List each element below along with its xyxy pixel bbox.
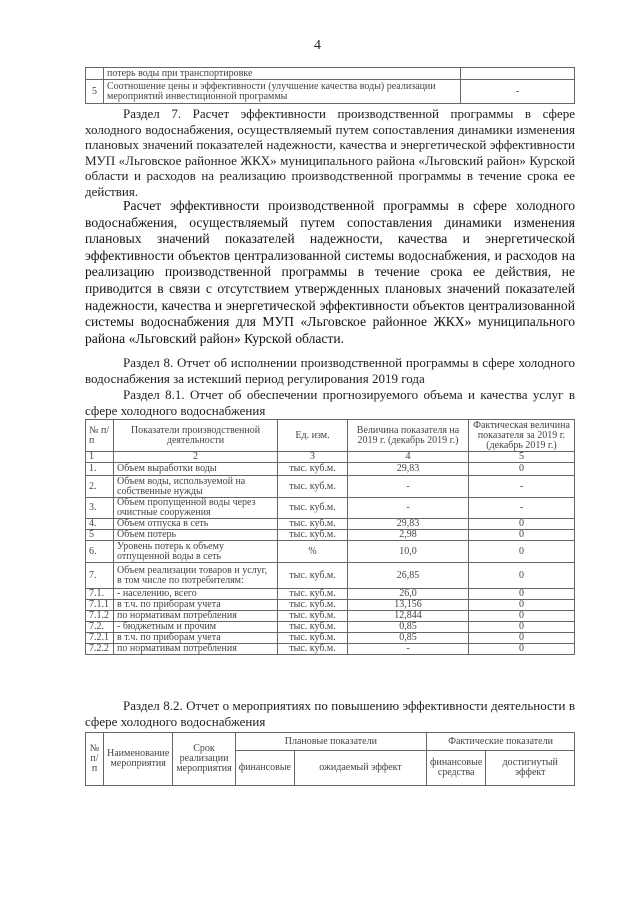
actual-value: 0: [469, 563, 575, 589]
column-number-row: 1 2 3 4 5: [86, 452, 575, 463]
measures-table: [85, 732, 575, 786]
section-7-text: Расчет эффективности производственной программы в сфере холодного водоснабжения, осуществляемый путем сопоставления динамики изменения плановых значений показателей надежности, качества и энергетической эффективности объектов централизованной системы водоснабжения, и расходов на реализацию производственной программы в течение срока ее действия, не приводится в связи с отсутствием утвержденных плановых значений показателей надежности, качества и энергетической эффективности объектов централизованной системы водоснабжения для МУП «Льговское районное ЖКХ» муниципального района «Льговский район» Курской области.: [85, 198, 575, 346]
unit: тыс. куб.м.: [278, 644, 348, 655]
planned-value: 12,844: [348, 611, 469, 622]
indicator-name: - населению, всего: [114, 589, 278, 600]
row-number: 7.2.: [86, 622, 114, 633]
indicator-name: Объем отпуска в сеть: [114, 519, 278, 530]
indicator-name: в т.ч. по приборам учета: [114, 600, 278, 611]
row-number: 7.1.1: [86, 600, 114, 611]
table-row: [86, 530, 575, 541]
planned-value: 29,83: [348, 463, 469, 476]
indicator-name: в т.ч. по приборам учета: [114, 633, 278, 644]
planned-value: 26,85: [348, 563, 469, 589]
page-number: 4: [314, 38, 321, 53]
indicator-name: Объем выработки воды: [114, 463, 278, 476]
row-number: 5: [86, 530, 114, 541]
table-row: потерь воды при транспортировке: [86, 68, 575, 80]
unit: тыс. куб.м.: [278, 519, 348, 530]
planned-value: 0,85: [348, 622, 469, 633]
indicator-name: Объем потерь: [114, 530, 278, 541]
top-table: [85, 67, 575, 104]
indicator-name: Уровень потерь к объему отпущенной воды в сеть: [114, 541, 278, 563]
section-8-2-heading: Раздел 8.2. Отчет о мероприятиях по повышению эффективности деятельности в сфере холодного водоснабжения: [85, 698, 575, 729]
table-row: [86, 589, 575, 600]
header-row: № п/п Показатели производственной деятельности Ед. изм. Величина показателя на 2019 г. (декабрь 2019 г.) Фактическая величина показателя за 2019 г. (декабрь 2019 г.): [86, 420, 575, 452]
section-7-heading: Раздел 7. Расчет эффективности производственной программы в сфере холодного водоснабжения, осуществляемый путем сопоставления динамики изменения плановых значений показателей надежности, качества и энергетической эффективности МУП «Льговское районное ЖКХ» муниципального района «Льговский район» Курской области и расходов на реализацию производственной программы в течение срока ее действия.: [85, 106, 575, 199]
planned-value: 29,83: [348, 519, 469, 530]
table-row: [86, 463, 575, 476]
unit: тыс. куб.м.: [278, 622, 348, 633]
planned-value: -: [348, 498, 469, 519]
planned-value: 13,156: [348, 600, 469, 611]
table-row: [86, 498, 575, 519]
section-8-heading: Раздел 8. Отчет об исполнении производственной программы в сфере холодного водоснабжения за истекший период регулирования 2019 года: [85, 355, 575, 386]
indicator-name: - бюджетным и прочим: [114, 622, 278, 633]
unit: тыс. куб.м.: [278, 530, 348, 541]
row-number: 2.: [86, 476, 114, 498]
table-row: [86, 541, 575, 563]
row-number: 7.: [86, 563, 114, 589]
actual-value: 0: [469, 519, 575, 530]
row-number: 7.2.1: [86, 633, 114, 644]
table-row: [86, 611, 575, 622]
planned-value: -: [348, 476, 469, 498]
actual-value: 0: [469, 530, 575, 541]
unit: тыс. куб.м.: [278, 611, 348, 622]
header-row: № п/п Наименование мероприятия Срок реализации мероприятия Плановые показатели Фактические показатели: [86, 733, 575, 751]
table-row: [86, 563, 575, 589]
indicator-name: Объем пропущенной воды через очистные сооружения: [114, 498, 278, 519]
actual-value: -: [469, 476, 575, 498]
planned-value: 26,0: [348, 589, 469, 600]
planned-value: 0,85: [348, 633, 469, 644]
table-row: [86, 644, 575, 655]
unit: тыс. куб.м.: [278, 476, 348, 498]
row-number: 4.: [86, 519, 114, 530]
unit: тыс. куб.м.: [278, 589, 348, 600]
unit: тыс. куб.м.: [278, 633, 348, 644]
planned-value: 2,98: [348, 530, 469, 541]
actual-value: 0: [469, 633, 575, 644]
actual-value: 0: [469, 622, 575, 633]
row-number: 7.2.2: [86, 644, 114, 655]
actual-value: 0: [469, 611, 575, 622]
actual-value: 0: [469, 589, 575, 600]
planned-value: 10,0: [348, 541, 469, 563]
unit: %: [278, 541, 348, 563]
table-row: [86, 633, 575, 644]
actual-value: 0: [469, 644, 575, 655]
table-row: [86, 519, 575, 530]
actual-value: 0: [469, 463, 575, 476]
table-row: [86, 600, 575, 611]
unit: тыс. куб.м.: [278, 498, 348, 519]
row-number: 6.: [86, 541, 114, 563]
table-row: 5 Соотношение цены и эффективности (улучшение качества воды) реализации мероприятий инвестиционной программы -: [86, 80, 575, 104]
unit: тыс. куб.м.: [278, 563, 348, 589]
unit: тыс. куб.м.: [278, 463, 348, 476]
indicator-name: Объем реализации товаров и услуг, в том числе по потребителям:: [114, 563, 278, 589]
table-row: [86, 476, 575, 498]
table-row: [86, 622, 575, 633]
section-8-1-heading: Раздел 8.1. Отчет об обеспечении прогнозируемого объема и качества услуг в сфере холодного водоснабжения: [85, 387, 575, 418]
row-number: 1.: [86, 463, 114, 476]
planned-value: -: [348, 644, 469, 655]
actual-value: -: [469, 498, 575, 519]
indicator-name: по нормативам потребления: [114, 611, 278, 622]
main-table: [85, 419, 575, 655]
subheader-row: финансовые ожидаемый эффект финансовые средства достигнутый эффект: [86, 751, 575, 786]
indicator-name: Объем воды, используемой на собственные нужды: [114, 476, 278, 498]
indicator-name: по нормативам потребления: [114, 644, 278, 655]
row-number: 7.1.: [86, 589, 114, 600]
unit: тыс. куб.м.: [278, 600, 348, 611]
row-number: 3.: [86, 498, 114, 519]
row-number: 7.1.2: [86, 611, 114, 622]
actual-value: 0: [469, 600, 575, 611]
actual-value: 0: [469, 541, 575, 563]
